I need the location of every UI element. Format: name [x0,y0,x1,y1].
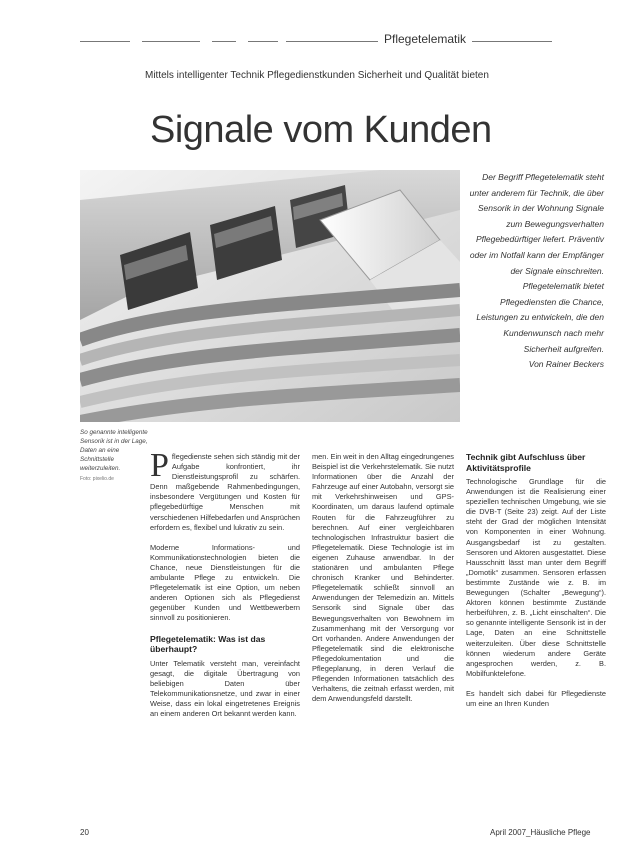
body-paragraph: Es handelt sich dabei für Pflegedienste um eine an Ihren Kunden [466,688,606,708]
ethernet-plug-illustration [80,170,460,422]
author-byline: Von Rainer Beckers [528,359,604,370]
article-kicker: Mittels intelligenter Technik Pflegedienstkunden Sicherheit und Qualität bieten [145,70,489,81]
header-rule-segment [80,41,130,42]
subheading: Technik gibt Aufschluss über Aktivitätsprofile [466,452,586,473]
article-intro [466,170,604,373]
body-column-1 [150,447,300,729]
issue-label: April 2007_Häusliche Pflege [490,828,591,837]
photo-caption [80,428,148,484]
body-paragraph: men. Ein weit in den Alltag eingedrungenes Beispiel ist die Verkehrstelematik. Sie nutzt Informationen über die Anzahl der Fahrzeuge auf einer Autobahn, versorgt sie mit Verkehrshinweisen und GPS-Koordinaten, um daraus laufend optimale Routen für die Fahrzeugführer zu berechnen. Auf einer vergleichbaren technologischen Infrastruktur basiert die Pflegetelematik. Diese Technologie ist im eigenen Zuhause anwendbar. In der stationären und ambulanten Pflege chronisch Kranker und Behinderter. Pflegetelematik schließt sinnvoll an Anwendungen der Telemedizin an. Mittels Sensorik sind Signale über das Bewegungsverhalten von Bewohnern im Zusammenhang mit der Versorgung vor Ort vorhanden. Andere Anwendungen der Pflegetelematik sind die elektronische Pflegedokumentation und die Pflegeplanung, in deren Verlauf die Pflegenden Informationen tatsächlich des Verhaltens, die zeitnah erfasst werden, mit dem Anwendungsfeld darstellt. [312,452,454,704]
drop-cap: P [150,447,169,484]
header-rule-segment [142,41,200,42]
section-header [80,30,552,50]
photo-credit: Foto: pixelio.de [80,476,114,482]
subheading: Pflegetelematik: Was ist das überhaupt? [150,633,266,654]
header-rule-segment [212,41,236,42]
network-cable-photo [80,170,460,422]
body-paragraph: Unter Telematik versteht man, vereinfacht gesagt, die digitale Übertragung von beliebigen Daten über Telekommunikationsnetze, und zwar in einer Weise, dass ein lokal eingetretenes Ereignis an einem anderen Ort bekannt werden kann. [150,658,300,718]
intro-text: Der Begriff Pflegetelematik steht unter anderem für Technik, die über Sensorik in der Wohnung Signale zum Bewegungsverhalten Pflegebedürftiger liefert. Präventiv oder im Notfall kann der Empfänger der Signale einschreiten. Pflegetelematik bietet Pflegediensten die Chance, Leistungen zu entwickeln, die den Kundenwunsch nach mehr Sicherheit aufgreifen. [469,172,604,354]
body-paragraph: Moderne Informations- und Kommunikationstechnologien bieten die Chance, neue Dienstleistungen für die ambulante Pflege zu entwickeln. Die Pflegetelematik ist eine Option, um neben anderen Optionen sich als Pflegedienst gegenüber Kunden und Wettbewerbern sinnvoll zu positionieren. [150,542,300,623]
page-number: 20 [80,828,89,837]
body-column-2 [312,452,454,714]
section-title: Pflegetelematik [378,32,472,46]
header-rule-segment [248,41,278,42]
body-column-3 [466,452,606,719]
article-headline: Signale vom Kunden [150,109,492,152]
caption-text: So genannte intelligente Sensorik ist in der Lage, Daten an eine Schnittstelle weiterzuleiten. [80,429,148,472]
body-paragraph: Pflegedienste sehen sich ständig mit der Aufgabe konfrontiert, ihr Dienstleistungsprofil zu schärfen. Denn maßgebende Rahmenbedingungen, insbesondere Vergütungen und Kosten für pflegebedürftige Menschen mit verschiedenen Hilfebedarfen und Ansprüchen erfordern es, flexibel und lukrativ zu sein. [150,447,300,532]
body-paragraph: Technologische Grundlage für die Anwendungen ist die Realisierung einer speziellen technischen Umgebung, wie sie die DVB-T (Seite 23) zeigt. Auf der Liste steht der Grad der möglichen Intensität von Komponenten in einer Wohnung. Ausgangsbedarf ist zu gestalten. Sensoren und Aktoren ausgestattet. Diese Hausschnitt lässt man unter dem Begriff „Domotik“ zusammen. Sensoren erfassen bestimmte Zustände wie z. B. im Bewegungen (Schalter „Bewegung“). Aktoren können bestimmte Zustände herbeiführen, z. B. „Licht einschalten“. Die so genannte intelligente Sensorik ist in der Lage, Daten an eine Schnittstelle weiterzuleiten. Über diese Schnittstelle können wiederum andere Geräte angesprochen werden, z. B. Mobilfunktelefone. [466,477,606,678]
